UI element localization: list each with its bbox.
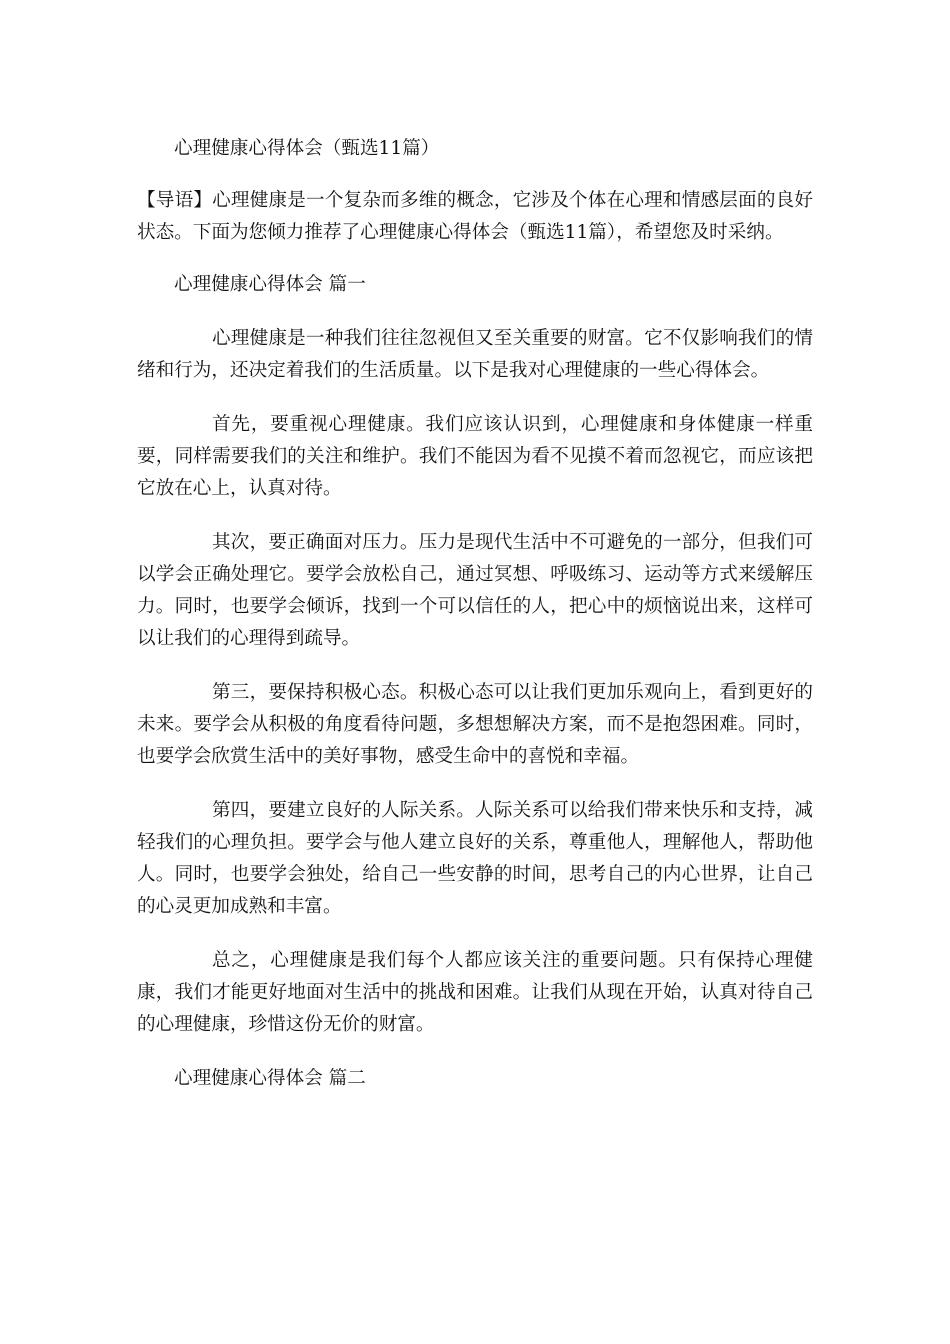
body-paragraph: 总之，心理健康是我们每个人都应该关注的重要问题。只有保持心理健康，我们才能更好地面对生活中的挑战和困难。让我们从现在开始，认真对待自己的心理健康，珍惜这份无价的财富。: [137, 950, 813, 1035]
document-title: 心理健康心得体会（甄选11篇）: [174, 138, 440, 159]
section-heading-1: 心理健康心得体会 篇一: [174, 274, 366, 295]
body-paragraph: 心理健康是一种我们往往忽视但又至关重要的财富。它不仅影响我们的情绪和行为，还决定着我们的生活质量。以下是我对心理健康的一些心得体会。: [137, 328, 813, 381]
section-heading-2: 心理健康心得体会 篇二: [174, 1068, 366, 1089]
body-paragraph: 首先，要重视心理健康。我们应该认识到，心理健康和身体健康一样重要，同样需要我们的关注和维护。我们不能因为看不见摸不着而忽视它，而应该把它放在心上，认真对待。: [137, 414, 813, 499]
body-paragraph: 第三，要保持积极心态。积极心态可以让我们更加乐观向上，看到更好的未来。要学会从积极的角度看待问题，多想想解决方案，而不是抱怨困难。同时，也要学会欣赏生活中的美好事物，感受生命中的喜悦和幸福。: [137, 682, 813, 767]
body-paragraph: 第四，要建立良好的人际关系。人际关系可以给我们带来快乐和支持，减轻我们的心理负担。要学会与他人建立良好的关系，尊重他人，理解他人，帮助他人。同时，也要学会独处，给自己一些安静的时间，思考自己的内心世界，让自己的心灵更加成熟和丰富。: [137, 800, 813, 917]
body-paragraph: 其次，要正确面对压力。压力是现代生活中不可避免的一部分，但我们可以学会正确处理它。要学会放松自己，通过冥想、呼吸练习、运动等方式来缓解压力。同时，也要学会倾诉，找到一个可以信任的人，把心中的烦恼说出来，这样可以让我们的心理得到疏导。: [137, 532, 813, 649]
document-body: [137, 133, 813, 1117]
intro-paragraph: 【导语】心理健康是一个复杂而多维的概念，它涉及个体在心理和情感层面的良好状态。下面为您倾力推荐了心理健康心得体会（甄选11篇），希望您及时采纳。: [137, 190, 813, 243]
